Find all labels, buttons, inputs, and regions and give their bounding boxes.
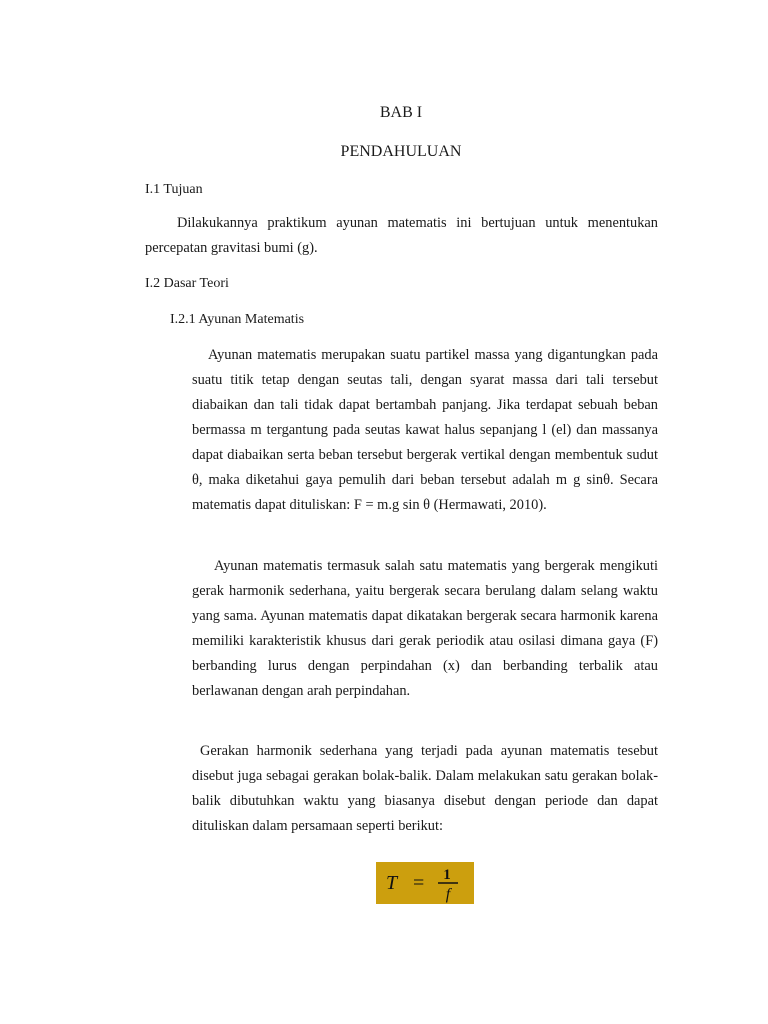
paragraph-ayunan-3	[192, 739, 658, 839]
paragraph-tujuan	[145, 211, 658, 261]
formula-equals: =	[413, 872, 425, 894]
paragraph-ayunan-1-text: Ayunan matematis merupakan suatu partikel massa yang digantungkan pada suatu titik tetap dengan seutas tali, dengan syarat massa dari tali tersebut diabaikan dan tali tidak dapat bertambah panjang. Jika terdapat sebuah beban bermassa m tergantung pada seutas kawat halus sepanjang l (el) dan massanya dapat diabaikan serta beban tersebut bergerak vertikal dengan membentuk sudut θ, maka diketahui gaya pemulih dari beban tersebut adalah m g sinθ. Secara matematis dapat dituliskan: F = m.g sin θ (Hermawati, 2010).	[192, 347, 658, 513]
paragraph-ayunan-2	[192, 554, 658, 704]
paragraph-tujuan-text: Dilakukannya praktikum ayunan matematis ini bertujuan untuk menentukan percepatan gravitasi bumi (g).	[145, 215, 658, 256]
chapter-title: PENDAHULUAN	[340, 143, 462, 160]
paragraph-ayunan-3-text: Gerakan harmonik sederhana yang terjadi pada ayunan matematis tesebut disebut juga sebagai gerakan bolak-balik. Dalam melakukan satu gerakan bolak-balik dibutuhkan waktu yang biasanya disebut dengan periode dan dapat dituliskan dalam persamaan seperti berikut:	[192, 743, 658, 834]
paragraph-ayunan-1	[192, 343, 658, 518]
chapter-label: BAB I	[379, 104, 423, 121]
formula-lhs: T	[386, 872, 398, 894]
section-heading-tujuan: I.1 Tujuan	[145, 182, 203, 197]
section-heading-dasar-teori: I.2 Dasar Teori	[145, 276, 229, 291]
paragraph-ayunan-2-text: Ayunan matematis termasuk salah satu matematis yang bergerak mengikuti gerak harmonik sederhana, yaitu bergerak secara berulang dalam selang waktu yang sama. Ayunan matematis dapat dikatakan bergerak secara harmonik karena memiliki karakteristik khusus dari gerak periodik atau osilasi dimana gaya (F) berbanding lurus dengan perpindahan (x) dan berbanding terbalik atau berlawanan dengan arah perpindahan.	[192, 558, 658, 699]
period-formula	[376, 862, 474, 904]
formula-denominator: f	[445, 886, 451, 903]
period-formula-svg	[376, 862, 474, 904]
subsection-heading-ayunan-matematis: I.2.1 Ayunan Matematis	[170, 312, 305, 327]
formula-numerator: 1	[443, 867, 451, 883]
